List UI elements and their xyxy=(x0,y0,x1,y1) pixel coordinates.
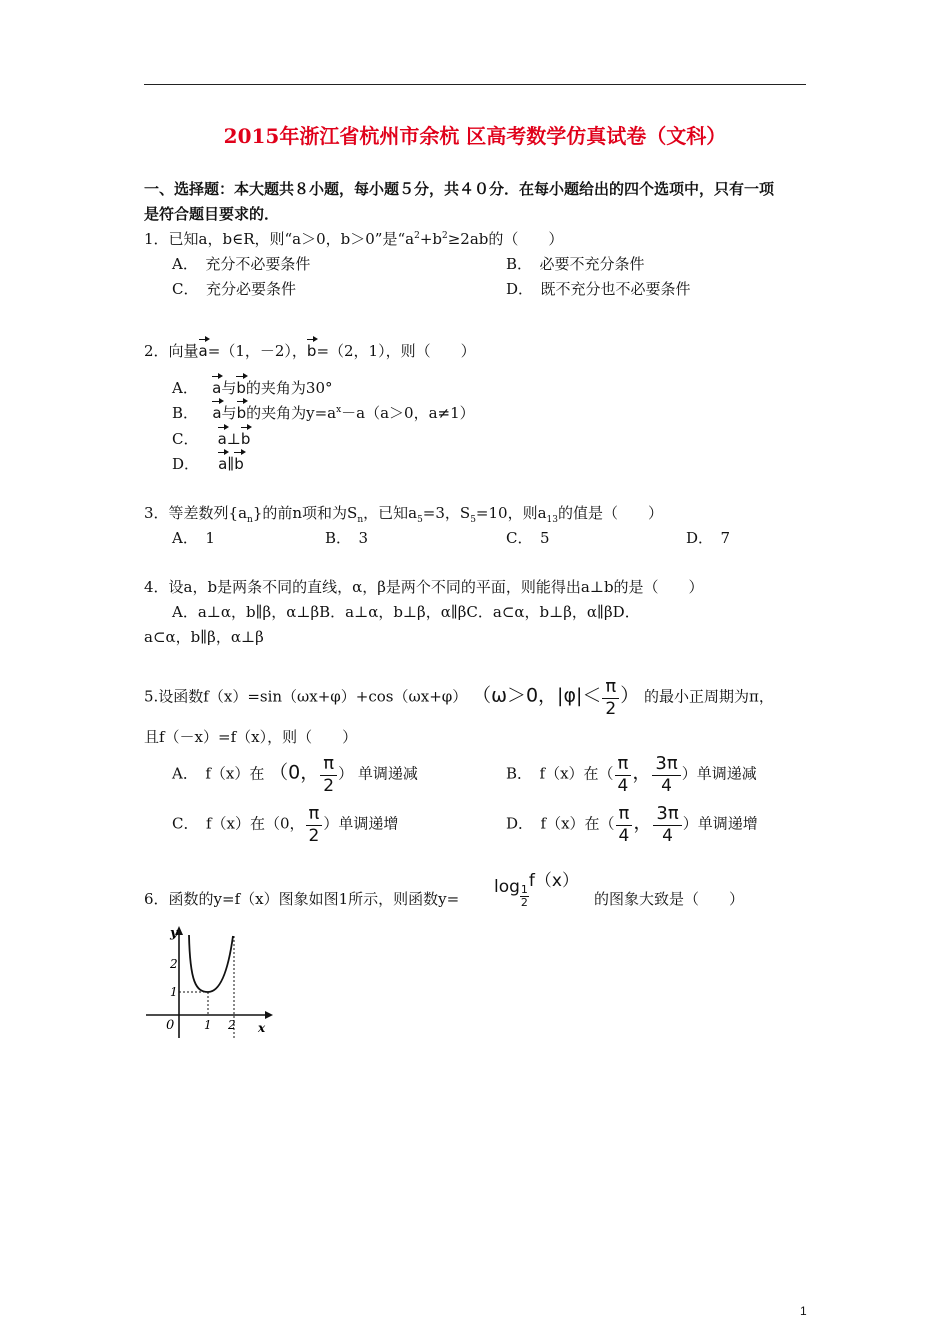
question-2-option-c[interactable]: C． a⊥b xyxy=(172,430,251,448)
question-1-option-b[interactable]: B． 必要不充分条件 xyxy=(506,255,645,273)
question-3-option-b[interactable]: B． 3 xyxy=(325,529,369,547)
question-5-stem: 5.设函数f（x）=sin（ωx+φ）+cos（ωx+φ） （ω＞0，|φ|＜ $\frac{\pi}{2}$ ） 的最小正周期为π， xyxy=(144,676,774,719)
question-3-option-c[interactable]: C． 5 xyxy=(506,529,550,547)
origin-label: 0 xyxy=(166,1018,175,1033)
page-number: 1 xyxy=(800,1304,807,1318)
y-axis-label: y xyxy=(170,926,178,941)
question-5-option-d[interactable]: D． f（x）在（ $\frac{\pi}{4}$ ， $\frac{3\pi}{4}$ ）单调递增 xyxy=(506,803,758,846)
page-title: 2015年浙江省杭州市余杭 区高考数学仿真试卷（文科） xyxy=(223,124,727,148)
question-2-stem: 2．向量a=（1，－2），b=（2，1），则（ ） xyxy=(144,342,476,360)
question-2-option-b[interactable]: B． a与b的夹角为$y=a^x-a(a>0$，a≠1） xyxy=(172,404,475,422)
x-axis-label: x xyxy=(258,1021,266,1035)
x-tick-1: 1 xyxy=(204,1018,212,1032)
section-heading-cont: 是符合题目要求的． xyxy=(144,205,280,223)
y-tick-2: 2 xyxy=(170,957,178,971)
question-5-stem-cont: 且f（－x）=f（x），则（ ） xyxy=(144,728,358,746)
question-1-stem: 1．已知a，b∈R，则“a＞0，b＞0”是“$a^2+b^2\ge 2ab$的（ ） xyxy=(144,230,564,248)
question-1-option-c[interactable]: C． 充分必要条件 xyxy=(172,280,296,298)
question-3-stem: 3．等差数列$\{a_n\}$的前n项和为$S_n$，已知$a_5=3$，$S_5=10$，则$a_{13}$的值是（ ） xyxy=(144,504,663,525)
log-expression: log $\frac{1}{2}$ f（x） xyxy=(494,871,579,909)
section-heading: 一、选择题：本大题共８小题，每小题５分，共４０分．在每小题给出的四个选项中，只有一项 xyxy=(144,180,775,198)
x-axis-arrow-icon xyxy=(265,1011,273,1019)
question-1-option-d[interactable]: D． 既不充分也不必要条件 xyxy=(506,280,691,298)
question-6-stem-b: 的图象大致是（ ） xyxy=(594,890,745,908)
question-4-options[interactable]: A．a⊥α，b∥β，α⊥βB．a⊥α，b⊥β，α∥βC．a⊂α，b⊥β，α∥βD． xyxy=(172,603,640,621)
question-5-option-b[interactable]: B． f（x）在（ $\frac{\pi}{4}$ ， $\frac{3\pi}{4}$ ）单调递减 xyxy=(506,753,757,796)
x-tick-2: 2 xyxy=(228,1018,236,1032)
y-tick-1: 1 xyxy=(170,985,178,999)
question-4-option-d[interactable]: a⊂α，b∥β，α⊥β xyxy=(144,628,264,646)
question-1-option-a[interactable]: A． 充分不必要条件 xyxy=(172,255,311,273)
question-5-option-c[interactable]: C． f（x）在（0， $\frac{\pi}{2}$ ）单调递增 xyxy=(172,803,399,846)
question-6-stem-a: 6．函数的y=f（x）图象如图1所示，则函数y= xyxy=(144,890,460,908)
question-2-option-d[interactable]: D． a∥b xyxy=(172,455,244,473)
question-3-option-d[interactable]: D． 7 xyxy=(686,529,731,547)
header-rule xyxy=(144,84,806,85)
question-3-option-a[interactable]: A． 1 xyxy=(172,529,215,547)
question-2-option-a[interactable]: A． a与b的夹角为30° xyxy=(172,379,333,397)
curve-path xyxy=(189,935,233,992)
figure-1-graph xyxy=(140,922,280,1044)
question-4-stem: 4．设a，b是两条不同的直线，α，β是两个不同的平面，则能得出a⊥b的是（ ） xyxy=(144,578,704,596)
question-5-option-a[interactable]: A． f（x）在 （0， $\frac{\pi}{2}$ ） 单调递减 xyxy=(172,753,418,796)
